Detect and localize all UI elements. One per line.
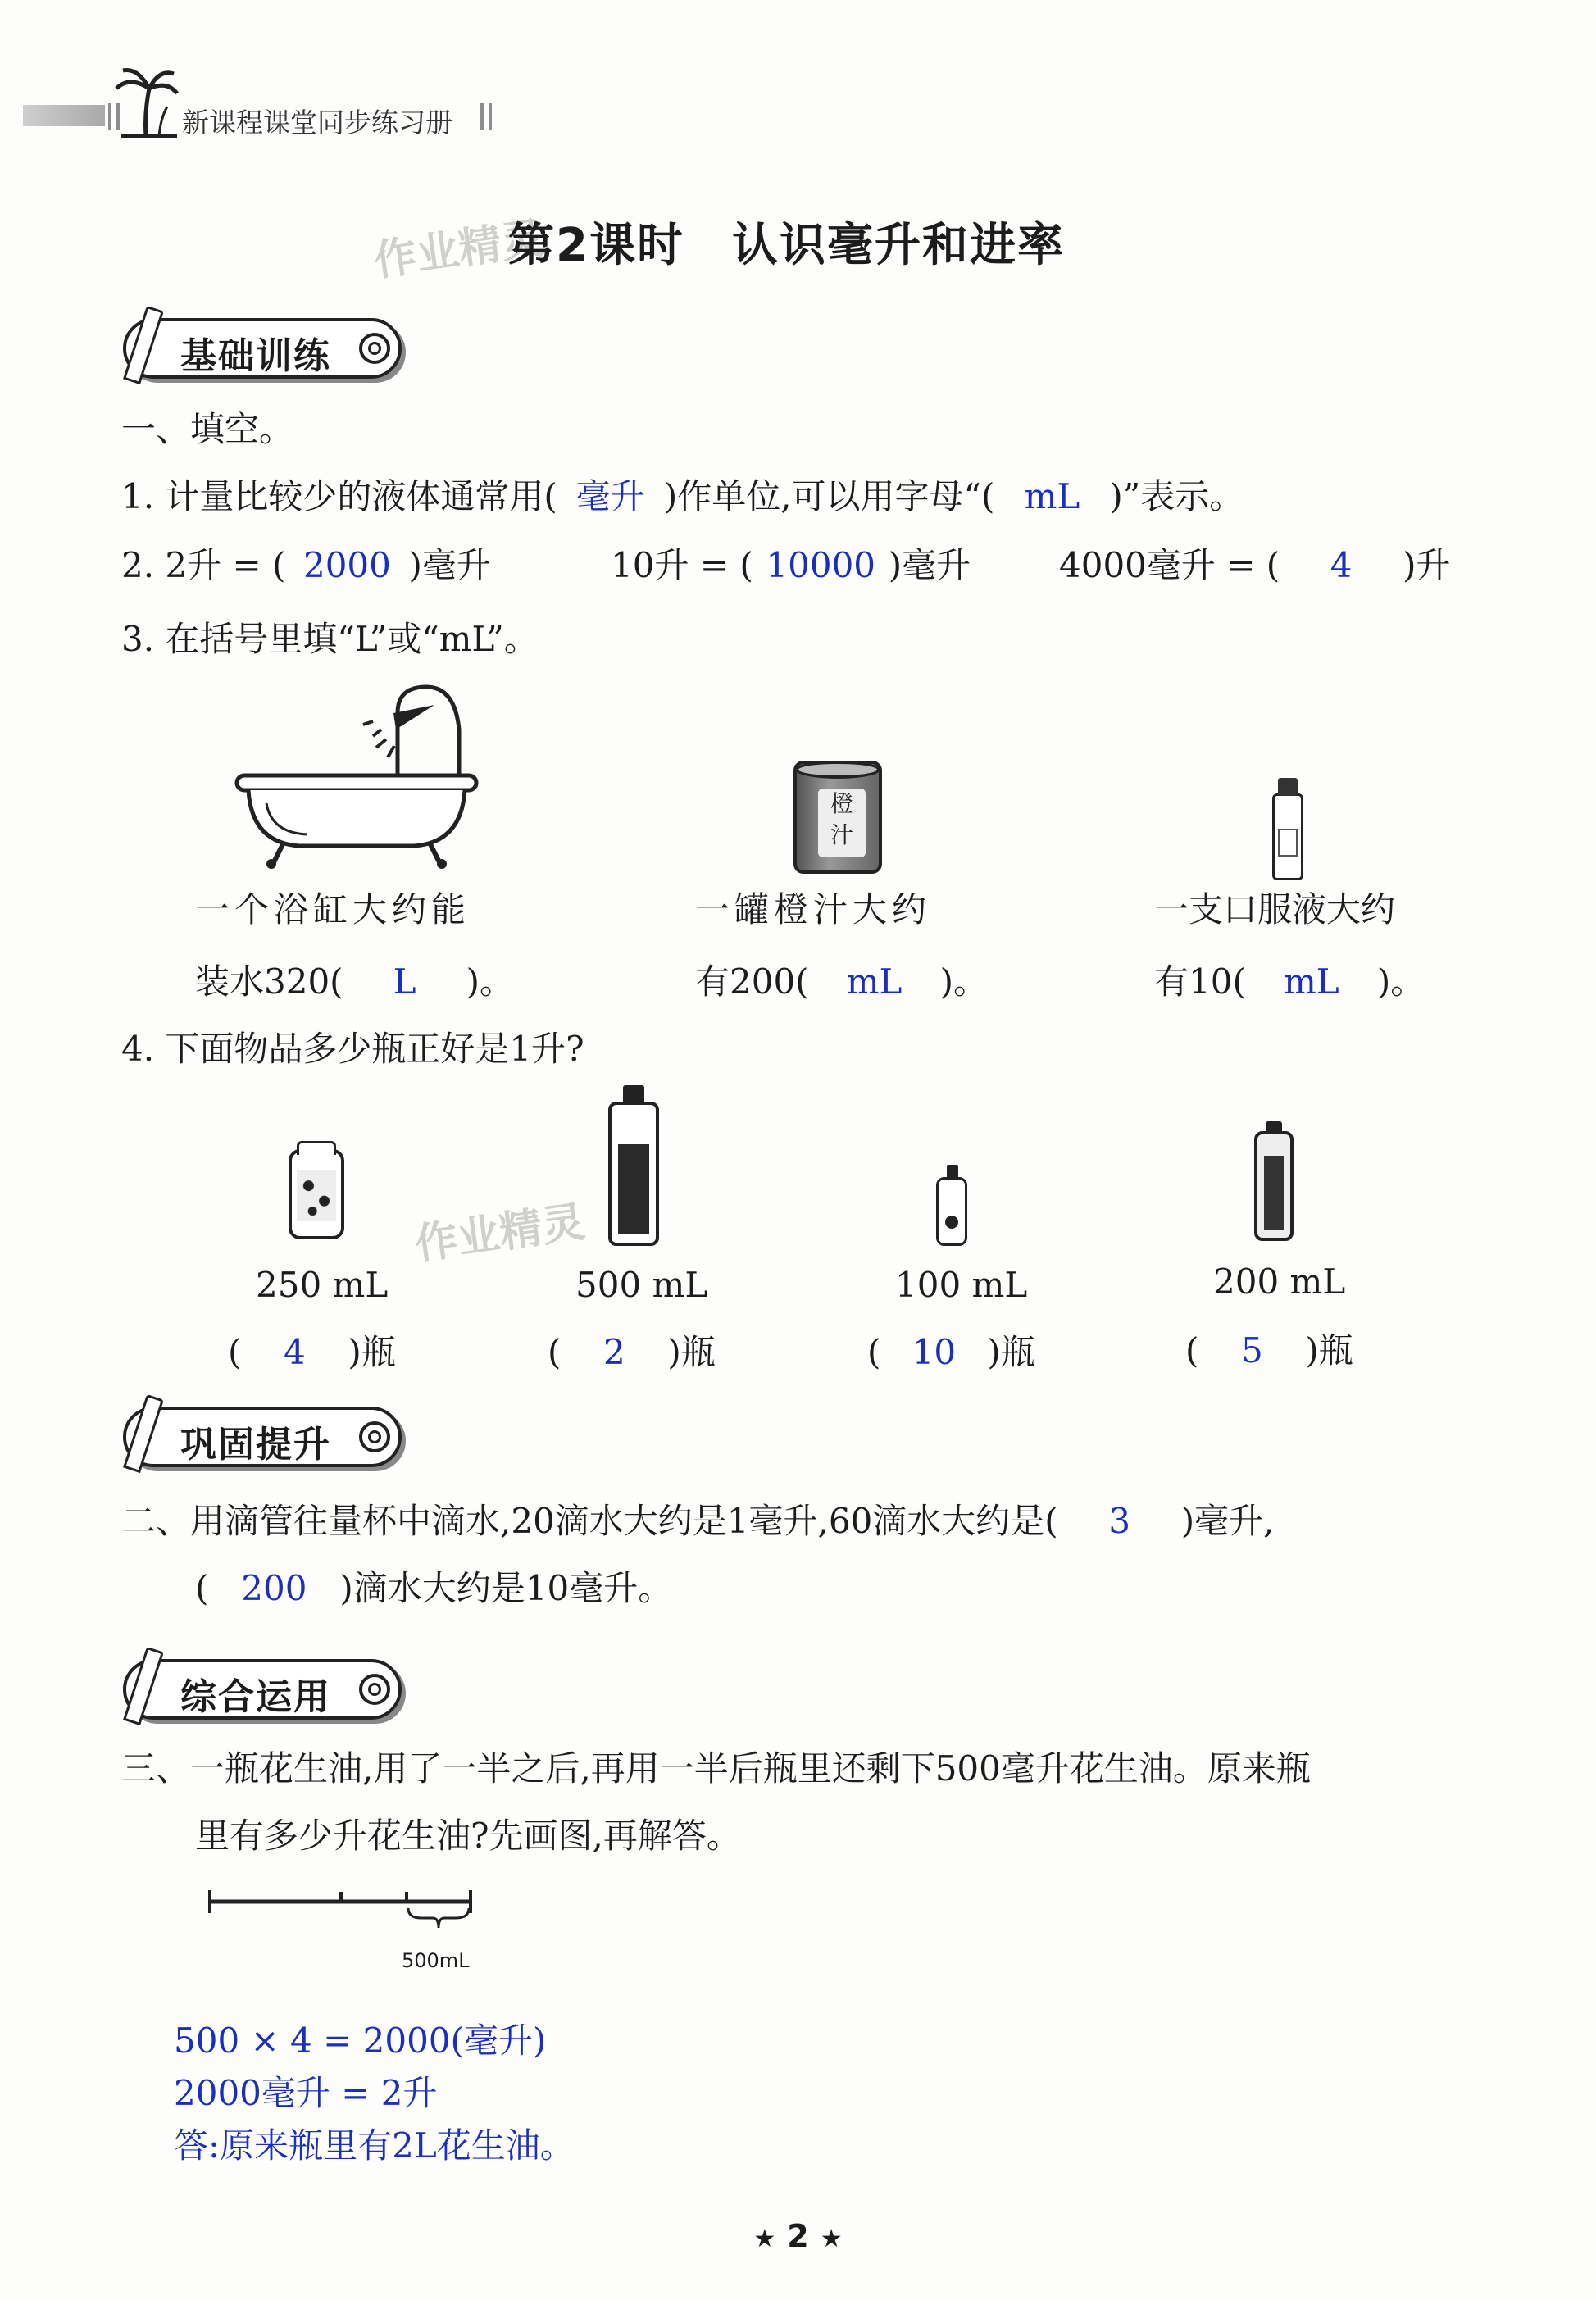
ring-icon: [359, 1674, 390, 1705]
answer-blank: 10000: [766, 545, 876, 585]
question-3-stem: 3. 在括号里填“L”或“mL”。: [121, 619, 539, 659]
answer-blank: 10: [912, 1332, 957, 1372]
section-title: 综合运用: [180, 1676, 331, 1718]
watermark: 作业精灵: [412, 1197, 588, 1270]
q3-item-bathtub-line2: [195, 961, 514, 1003]
part1-heading: 一、填空。: [121, 409, 294, 449]
q4-answer: ( 2 )瓶: [548, 1332, 716, 1372]
q3-text: 装水320(: [195, 961, 343, 1002]
palm-tree-icon: [113, 64, 179, 138]
volume-label: 250 mL: [256, 1265, 389, 1305]
star-icon: ★: [753, 2225, 776, 2253]
juice-can-icon: [793, 761, 882, 874]
answer-blank: L: [393, 961, 416, 1002]
pencil-icon: [123, 1394, 164, 1473]
diagram-label: 500mL: [402, 1949, 470, 1972]
pencil-icon: [123, 1647, 164, 1725]
section-badge-consolidate: [123, 1407, 402, 1467]
section-title: 巩固提升: [180, 1424, 331, 1466]
solution-line: 500 × 4 = 2000(毫升): [174, 2020, 547, 2061]
header-decor-lines-right: [480, 103, 497, 130]
page-number: 2: [787, 2218, 809, 2254]
unit-text: )瓶: [348, 1332, 396, 1372]
question-2-group-3: [1059, 544, 1451, 587]
q2-text: )毫升: [888, 545, 971, 585]
answer-blank: 2: [603, 1332, 625, 1372]
unit-text: )瓶: [1305, 1330, 1353, 1370]
section-badge-apply: [123, 1659, 402, 1720]
part3-line2: 里有多少升花生油?先画图,再解答。: [195, 1816, 741, 1856]
part2-text: )滴水大约是10毫升。: [339, 1568, 673, 1608]
q3-item-juice-line1: 一罐橙汁大约: [695, 889, 932, 930]
q1-text-a: 1. 计量比较少的液体通常用(: [121, 476, 557, 516]
answer-blank: 毫升: [575, 476, 645, 516]
q3-text: 有200(: [695, 961, 809, 1002]
can-label: 橙 汁: [818, 789, 866, 857]
watermark: 作业精灵: [371, 213, 547, 287]
q3-item-bathtub-line1: 一个浴缸大约能: [195, 889, 471, 930]
page-footer: [0, 2218, 1596, 2254]
star-icon: ★: [820, 2225, 843, 2253]
answer-blank: mL: [1283, 961, 1339, 1002]
solution-answer: 答:原来瓶里有2L花生油。: [174, 2125, 575, 2166]
series-title: 新课程课堂同步练习册: [182, 107, 452, 139]
header-decor-bar: [23, 105, 105, 126]
ring-icon: [359, 333, 390, 364]
volume-label: 100 mL: [895, 1265, 1028, 1305]
q3-text: )。: [1376, 961, 1425, 1002]
ring-icon: [359, 1421, 390, 1452]
q3-text: 有10(: [1154, 961, 1246, 1002]
part2-line2: [195, 1567, 672, 1610]
q2-text: 2. 2升 = (: [121, 545, 286, 585]
q2-text: 4000毫升 = (: [1059, 545, 1280, 585]
answer-blank: 4: [284, 1332, 306, 1372]
unit-text: )瓶: [667, 1332, 716, 1372]
question-2-group-2: [611, 544, 971, 587]
question-1: [121, 475, 1244, 518]
answer-blank: 2000: [302, 545, 391, 585]
q3-text: )。: [466, 961, 514, 1002]
pencil-icon: [123, 306, 164, 384]
answer-blank: mL: [1024, 476, 1080, 516]
volume-label: 200 mL: [1213, 1261, 1346, 1302]
q3-item-vial-line1: 一支口服液大约: [1154, 889, 1396, 930]
q2-text: )升: [1403, 545, 1451, 585]
answer-blank: 200: [241, 1568, 307, 1608]
q3-text: )。: [939, 961, 988, 1002]
section-badge-basic: [123, 318, 402, 379]
answer-blank: 5: [1241, 1330, 1263, 1370]
part2-text: (: [195, 1568, 209, 1608]
bathtub-icon: [234, 680, 480, 869]
medium-bottle-icon: [1254, 1131, 1294, 1241]
question-2-group-1: [121, 544, 491, 587]
q1-text-c: )”表示。: [1109, 476, 1244, 516]
q4-answer: ( 5 )瓶: [1185, 1330, 1353, 1370]
jar-icon: [289, 1149, 344, 1239]
q3-item-juice-line2: [695, 961, 988, 1003]
answer-blank: mL: [846, 961, 903, 1002]
part2-text: 二、用滴管往量杯中滴水,20滴水大约是1毫升,60滴水大约是(: [121, 1501, 1058, 1541]
q1-text-b: )作单位,可以用字母“(: [663, 476, 995, 516]
q2-text: )毫升: [408, 545, 491, 585]
unit-text: )瓶: [987, 1332, 1035, 1372]
q3-item-vial-line2: [1154, 961, 1425, 1003]
small-bottle-icon: [936, 1177, 967, 1246]
q4-answer: ( 4 )瓶: [228, 1332, 396, 1372]
part2-line1: [121, 1500, 1274, 1543]
q2-text: 10升 = (: [611, 545, 753, 585]
part3-line1: 三、一瓶花生油,用了一半之后,再用一半后瓶里还剩下500毫升花生油。原来瓶: [121, 1748, 1311, 1789]
question-4-stem: 4. 下面物品多少瓶正好是1升?: [121, 1029, 584, 1069]
page-title: 第2课时 认识毫升和进率: [508, 219, 1065, 272]
large-bottle-icon: [608, 1102, 659, 1246]
answer-blank: 3: [1108, 1501, 1131, 1541]
part2-text: )毫升,: [1180, 1501, 1275, 1541]
q4-answer: ( 10 )瓶: [867, 1332, 1035, 1372]
volume-label: 500 mL: [575, 1265, 708, 1305]
solution-line: 2000毫升 = 2升: [174, 2073, 438, 2113]
oral-liquid-vial-icon: [1272, 793, 1303, 880]
answer-blank: 4: [1330, 545, 1353, 585]
section-title: 基础训练: [180, 335, 331, 377]
